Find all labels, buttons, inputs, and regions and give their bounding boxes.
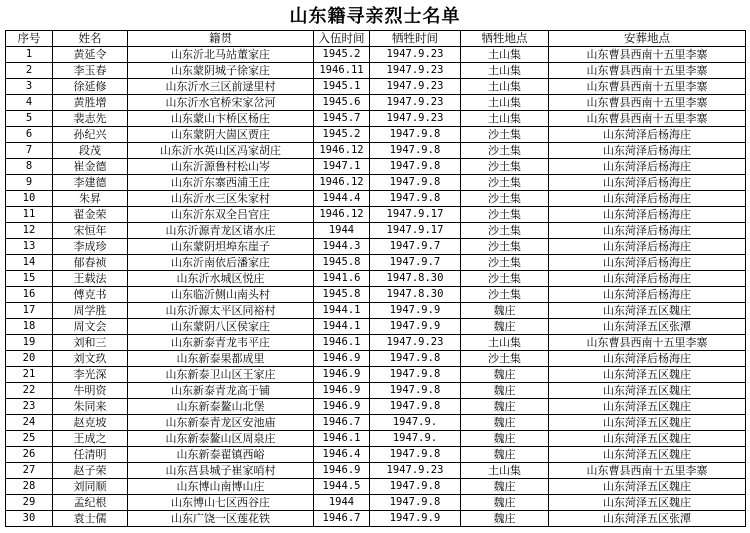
cell-hometown: 山东新泰青龙高于铺	[128, 383, 314, 399]
cell-burial-place: 山东菏泽后杨海庄	[549, 271, 746, 287]
cell-index: 12	[6, 223, 53, 239]
cell-enlist-date: 1945.2	[314, 127, 370, 143]
cell-death-date: 1947.9.17	[370, 207, 461, 223]
cell-name: 周学胜	[53, 303, 128, 319]
cell-index: 26	[6, 447, 53, 463]
cell-name: 朱昇	[53, 191, 128, 207]
cell-death-place: 土山集	[461, 95, 549, 111]
cell-enlist-date: 1946.9	[314, 383, 370, 399]
cell-name: 李玉春	[53, 63, 128, 79]
cell-index: 20	[6, 351, 53, 367]
cell-burial-place: 山东菏泽后杨海庄	[549, 287, 746, 303]
cell-index: 17	[6, 303, 53, 319]
cell-name: 段茂	[53, 143, 128, 159]
header-enlist-date: 入伍时间	[314, 31, 370, 47]
cell-death-date: 1947.9.23	[370, 47, 461, 63]
cell-enlist-date: 1945.1	[314, 79, 370, 95]
cell-death-place: 土山集	[461, 47, 549, 63]
cell-enlist-date: 1946.11	[314, 63, 370, 79]
cell-enlist-date: 1946.9	[314, 351, 370, 367]
cell-death-date: 1947.9.9	[370, 511, 461, 527]
table-row	[6, 175, 746, 191]
cell-enlist-date: 1946.7	[314, 415, 370, 431]
cell-hometown: 山东沂源青龙区诸水庄	[128, 223, 314, 239]
cell-hometown: 山东新泰青龙区安池庙	[128, 415, 314, 431]
cell-name: 郁春祯	[53, 255, 128, 271]
cell-burial-place: 山东曹县西南十五里李寨	[549, 95, 746, 111]
cell-death-place: 沙土集	[461, 239, 549, 255]
cell-burial-place: 山东菏泽五区张潭	[549, 511, 746, 527]
cell-name: 王成之	[53, 431, 128, 447]
table-row	[6, 239, 746, 255]
cell-death-date: 1947.9.8	[370, 143, 461, 159]
cell-death-date: 1947.9.23	[370, 79, 461, 95]
cell-enlist-date: 1944.3	[314, 239, 370, 255]
cell-death-place: 沙土集	[461, 351, 549, 367]
cell-hometown: 山东新泰卫山区王家庄	[128, 367, 314, 383]
cell-death-place: 土山集	[461, 79, 549, 95]
cell-death-place: 魏庄	[461, 319, 549, 335]
cell-enlist-date: 1946.12	[314, 143, 370, 159]
cell-death-place: 魏庄	[461, 495, 549, 511]
cell-name: 朱同来	[53, 399, 128, 415]
cell-death-date: 1947.9.8	[370, 175, 461, 191]
cell-index: 29	[6, 495, 53, 511]
cell-hometown: 山东沂源太平区同裕村	[128, 303, 314, 319]
cell-death-place: 沙土集	[461, 207, 549, 223]
cell-hometown: 山东新泰鳌山北堡	[128, 399, 314, 415]
cell-enlist-date: 1946.9	[314, 463, 370, 479]
cell-death-place: 沙土集	[461, 127, 549, 143]
cell-index: 8	[6, 159, 53, 175]
cell-hometown: 山东蒙阴八区侯家庄	[128, 319, 314, 335]
cell-burial-place: 山东菏泽后杨海庄	[549, 207, 746, 223]
cell-death-date: 1947.9.23	[370, 111, 461, 127]
table-row	[6, 447, 746, 463]
cell-death-place: 土山集	[461, 63, 549, 79]
table-row	[6, 511, 746, 527]
cell-enlist-date: 1946.9	[314, 399, 370, 415]
table-row	[6, 223, 746, 239]
cell-death-date: 1947.9.8	[370, 351, 461, 367]
cell-index: 15	[6, 271, 53, 287]
cell-hometown: 山东临沂侧山南头村	[128, 287, 314, 303]
cell-burial-place: 山东菏泽五区张潭	[549, 319, 746, 335]
cell-index: 11	[6, 207, 53, 223]
cell-index: 19	[6, 335, 53, 351]
cell-death-date: 1947.8.30	[370, 271, 461, 287]
table-row	[6, 79, 746, 95]
cell-name: 刘和三	[53, 335, 128, 351]
cell-burial-place: 山东菏泽五区魏庄	[549, 383, 746, 399]
cell-death-date: 1947.9.9	[370, 303, 461, 319]
table-row	[6, 127, 746, 143]
table-row	[6, 335, 746, 351]
header-index: 序号	[6, 31, 53, 47]
cell-index: 18	[6, 319, 53, 335]
cell-name: 徐延修	[53, 79, 128, 95]
cell-death-place: 魏庄	[461, 511, 549, 527]
cell-death-place: 魏庄	[461, 431, 549, 447]
cell-death-date: 1947.9.23	[370, 463, 461, 479]
cell-death-date: 1947.9.7	[370, 239, 461, 255]
cell-death-place: 土山集	[461, 111, 549, 127]
cell-hometown: 山东沂东双全吕官庄	[128, 207, 314, 223]
table-row	[6, 255, 746, 271]
cell-name: 傅克书	[53, 287, 128, 303]
cell-death-place: 魏庄	[461, 303, 549, 319]
cell-index: 14	[6, 255, 53, 271]
cell-name: 刘同顺	[53, 479, 128, 495]
table-row	[6, 111, 746, 127]
cell-burial-place: 山东菏泽后杨海庄	[549, 239, 746, 255]
cell-enlist-date: 1945.8	[314, 255, 370, 271]
cell-name: 任清明	[53, 447, 128, 463]
cell-enlist-date: 1946.12	[314, 175, 370, 191]
header-burial-place: 安葬地点	[549, 31, 746, 47]
cell-name: 孙纪兴	[53, 127, 128, 143]
cell-enlist-date: 1944.4	[314, 191, 370, 207]
cell-index: 3	[6, 79, 53, 95]
cell-index: 21	[6, 367, 53, 383]
cell-name: 李建德	[53, 175, 128, 191]
cell-death-date: 1947.9.8	[370, 447, 461, 463]
table-row	[6, 463, 746, 479]
cell-death-place: 魏庄	[461, 415, 549, 431]
cell-death-date: 1947.9.8	[370, 159, 461, 175]
cell-hometown: 山东沂水官桥宋家岔河	[128, 95, 314, 111]
cell-enlist-date: 1946.7	[314, 511, 370, 527]
cell-death-date: 1947.9.8	[370, 495, 461, 511]
cell-hometown: 山东新泰果都成里	[128, 351, 314, 367]
cell-name: 李成珍	[53, 239, 128, 255]
cell-enlist-date: 1945.8	[314, 287, 370, 303]
table-row	[6, 47, 746, 63]
cell-hometown: 山东蒙阴大崮区贾庄	[128, 127, 314, 143]
cell-index: 5	[6, 111, 53, 127]
table-row	[6, 287, 746, 303]
table-header-row	[6, 31, 746, 47]
cell-death-date: 1947.8.30	[370, 287, 461, 303]
cell-burial-place: 山东菏泽后杨海庄	[549, 127, 746, 143]
cell-hometown: 山东沂水城区悦庄	[128, 271, 314, 287]
table-row	[6, 351, 746, 367]
cell-death-date: 1947.9.8	[370, 127, 461, 143]
cell-index: 30	[6, 511, 53, 527]
cell-index: 13	[6, 239, 53, 255]
cell-burial-place: 山东菏泽后杨海庄	[549, 159, 746, 175]
cell-hometown: 山东博山七区西谷庄	[128, 495, 314, 511]
cell-enlist-date: 1941.6	[314, 271, 370, 287]
cell-index: 16	[6, 287, 53, 303]
cell-hometown: 山东新泰青龙韦平庄	[128, 335, 314, 351]
cell-enlist-date: 1946.12	[314, 207, 370, 223]
cell-burial-place: 山东菏泽后杨海庄	[549, 351, 746, 367]
cell-index: 7	[6, 143, 53, 159]
cell-burial-place: 山东菏泽后杨海庄	[549, 223, 746, 239]
cell-enlist-date: 1944	[314, 495, 370, 511]
cell-death-place: 沙土集	[461, 159, 549, 175]
cell-death-place: 沙土集	[461, 175, 549, 191]
cell-enlist-date: 1946.9	[314, 367, 370, 383]
cell-enlist-date: 1945.6	[314, 95, 370, 111]
cell-enlist-date: 1945.2	[314, 47, 370, 63]
cell-enlist-date: 1945.7	[314, 111, 370, 127]
cell-death-place: 魏庄	[461, 479, 549, 495]
cell-name: 李光深	[53, 367, 128, 383]
cell-enlist-date: 1946.1	[314, 431, 370, 447]
cell-index: 2	[6, 63, 53, 79]
cell-death-date: 1947.9.8	[370, 399, 461, 415]
cell-death-place: 沙土集	[461, 271, 549, 287]
cell-hometown: 山东沂水英山区冯家胡庄	[128, 143, 314, 159]
cell-hometown: 山东沂北马站董家庄	[128, 47, 314, 63]
cell-death-place: 魏庄	[461, 447, 549, 463]
table-body	[6, 47, 746, 527]
cell-enlist-date: 1947.1	[314, 159, 370, 175]
cell-burial-place: 山东菏泽五区魏庄	[549, 303, 746, 319]
cell-enlist-date: 1944.5	[314, 479, 370, 495]
cell-burial-place: 山东菏泽后杨海庄	[549, 255, 746, 271]
cell-name: 黄延令	[53, 47, 128, 63]
cell-death-date: 1947.9.8	[370, 479, 461, 495]
cell-index: 23	[6, 399, 53, 415]
cell-hometown: 山东蒙山卞桥区杨庄	[128, 111, 314, 127]
cell-death-date: 1947.9.9	[370, 319, 461, 335]
cell-hometown: 山东广饶一区莲花铁	[128, 511, 314, 527]
cell-burial-place: 山东菏泽五区魏庄	[549, 447, 746, 463]
cell-burial-place: 山东菏泽五区魏庄	[549, 495, 746, 511]
header-death-date: 牺牲时间	[370, 31, 461, 47]
cell-index: 9	[6, 175, 53, 191]
table-row	[6, 495, 746, 511]
cell-name: 宋恒年	[53, 223, 128, 239]
cell-burial-place: 山东菏泽五区魏庄	[549, 431, 746, 447]
cell-index: 27	[6, 463, 53, 479]
martyrs-table	[5, 30, 746, 527]
cell-burial-place: 山东菏泽五区魏庄	[549, 479, 746, 495]
cell-burial-place: 山东菏泽五区魏庄	[549, 367, 746, 383]
cell-index: 22	[6, 383, 53, 399]
cell-burial-place: 山东曹县西南十五里李寨	[549, 63, 746, 79]
cell-name: 裴志先	[53, 111, 128, 127]
table-row	[6, 143, 746, 159]
cell-enlist-date: 1944.1	[314, 319, 370, 335]
cell-death-place: 沙土集	[461, 287, 549, 303]
cell-enlist-date: 1946.1	[314, 335, 370, 351]
cell-hometown: 山东沂东寨西浦王庄	[128, 175, 314, 191]
cell-death-place: 沙土集	[461, 191, 549, 207]
cell-burial-place: 山东曹县西南十五里李寨	[549, 335, 746, 351]
cell-death-place: 沙土集	[461, 143, 549, 159]
table-row	[6, 303, 746, 319]
cell-index: 6	[6, 127, 53, 143]
cell-name: 王载法	[53, 271, 128, 287]
cell-burial-place: 山东菏泽五区魏庄	[549, 399, 746, 415]
table-row	[6, 207, 746, 223]
cell-hometown: 山东新泰翟镇西峪	[128, 447, 314, 463]
cell-index: 25	[6, 431, 53, 447]
cell-burial-place: 山东曹县西南十五里李寨	[549, 111, 746, 127]
cell-name: 周文会	[53, 319, 128, 335]
table-row	[6, 159, 746, 175]
cell-death-date: 1947.9.17	[370, 223, 461, 239]
header-name: 姓名	[53, 31, 128, 47]
cell-death-place: 魏庄	[461, 383, 549, 399]
cell-death-date: 1947.9.8	[370, 367, 461, 383]
cell-name: 赵克坡	[53, 415, 128, 431]
cell-name: 袁士儒	[53, 511, 128, 527]
cell-index: 28	[6, 479, 53, 495]
cell-hometown: 山东沂水三区朱家村	[128, 191, 314, 207]
cell-hometown: 山东新泰鳌山区周泉庄	[128, 431, 314, 447]
cell-burial-place: 山东菏泽后杨海庄	[549, 191, 746, 207]
cell-death-place: 沙土集	[461, 223, 549, 239]
page-title: 山东籍寻亲烈士名单	[289, 6, 461, 27]
cell-burial-place: 山东菏泽五区魏庄	[549, 415, 746, 431]
cell-death-date: 1947.9.	[370, 415, 461, 431]
cell-hometown: 山东沂水三区前逯里村	[128, 79, 314, 95]
cell-death-place: 土山集	[461, 463, 549, 479]
table-row	[6, 383, 746, 399]
cell-death-date: 1947.9.7	[370, 255, 461, 271]
cell-death-place: 沙土集	[461, 255, 549, 271]
cell-name: 牛明资	[53, 383, 128, 399]
cell-burial-place: 山东菏泽后杨海庄	[549, 143, 746, 159]
header-hometown: 籍贯	[128, 31, 314, 47]
cell-death-place: 魏庄	[461, 367, 549, 383]
cell-burial-place: 山东菏泽后杨海庄	[549, 175, 746, 191]
table-row	[6, 415, 746, 431]
table-row	[6, 63, 746, 79]
table-row	[6, 399, 746, 415]
cell-enlist-date: 1944	[314, 223, 370, 239]
cell-burial-place: 山东曹县西南十五里李寨	[549, 79, 746, 95]
table-row	[6, 479, 746, 495]
cell-burial-place: 山东曹县西南十五里李寨	[549, 47, 746, 63]
cell-name: 崔金德	[53, 159, 128, 175]
cell-hometown: 山东沂源鲁村松山岑	[128, 159, 314, 175]
table-row	[6, 95, 746, 111]
cell-index: 10	[6, 191, 53, 207]
cell-hometown: 山东博山南博山庄	[128, 479, 314, 495]
table-row	[6, 431, 746, 447]
cell-name: 刘文玖	[53, 351, 128, 367]
cell-name: 赵子荣	[53, 463, 128, 479]
cell-index: 24	[6, 415, 53, 431]
cell-enlist-date: 1944.1	[314, 303, 370, 319]
cell-death-date: 1947.9.8	[370, 383, 461, 399]
cell-hometown: 山东蒙阴坦埠东崖子	[128, 239, 314, 255]
cell-name: 翟金荣	[53, 207, 128, 223]
table-row	[6, 191, 746, 207]
cell-death-date: 1947.9.23	[370, 95, 461, 111]
cell-hometown: 山东莒县城子崔家哨村	[128, 463, 314, 479]
cell-death-place: 魏庄	[461, 399, 549, 415]
cell-death-date: 1947.9.8	[370, 191, 461, 207]
table-row	[6, 367, 746, 383]
cell-name: 黄胜增	[53, 95, 128, 111]
cell-hometown: 山东沂南依后潘家庄	[128, 255, 314, 271]
cell-death-date: 1947.9.23	[370, 63, 461, 79]
cell-index: 1	[6, 47, 53, 63]
header-death-place: 牺牲地点	[461, 31, 549, 47]
cell-name: 孟纪根	[53, 495, 128, 511]
table-row	[6, 271, 746, 287]
cell-hometown: 山东蒙阴城子徐家庄	[128, 63, 314, 79]
cell-death-date: 1947.9.	[370, 431, 461, 447]
cell-index: 4	[6, 95, 53, 111]
cell-death-date: 1947.9.23	[370, 335, 461, 351]
cell-burial-place: 山东曹县西南十五里李寨	[549, 463, 746, 479]
cell-death-place: 土山集	[461, 335, 549, 351]
table-row	[6, 319, 746, 335]
cell-enlist-date: 1946.4	[314, 447, 370, 463]
